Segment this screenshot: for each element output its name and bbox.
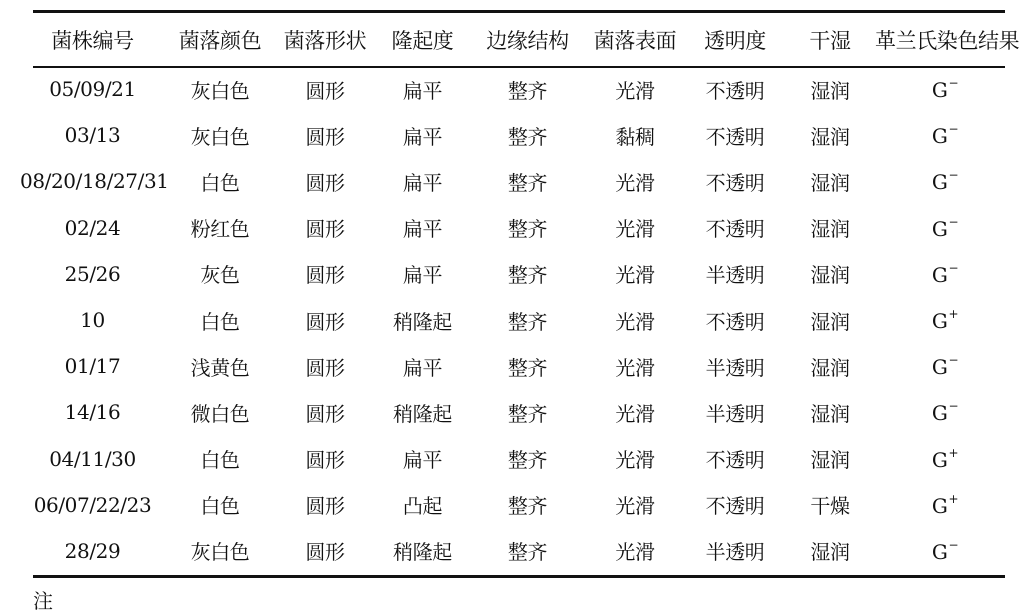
moisture-cell: 湿润: [810, 78, 850, 103]
gram-letter: G: [931, 262, 948, 287]
table-footnote: 注: [33, 589, 53, 613]
edge-structure-cell: 整齐: [507, 263, 548, 288]
colony-color-cell: 白色: [200, 448, 240, 473]
gram-sign: −: [948, 260, 959, 275]
gram-sign: +: [948, 445, 959, 460]
gram-stain-cell: [875, 389, 1015, 435]
gram-letter: G: [931, 124, 948, 149]
colony-shape-cell: 圆形: [305, 540, 345, 565]
header-colony-surface: 菌落表面: [593, 28, 677, 53]
colony-shape-cell: 圆形: [305, 448, 345, 473]
gram-sign: −: [948, 399, 959, 414]
elevation-cell: 扁平: [402, 124, 443, 149]
colony-surface-cell: 光滑: [615, 540, 655, 565]
gram-stain-cell: [875, 436, 1015, 482]
transparency-cell: 不透明: [705, 217, 765, 242]
edge-structure-cell: 整齐: [507, 78, 548, 103]
elevation-cell: 稍隆起: [393, 540, 452, 565]
elevation-cell: 扁平: [402, 217, 443, 242]
table-header-row: [20, 13, 1015, 66]
colony-color-cell: 灰白色: [190, 124, 250, 149]
elevation-cell: 扁平: [402, 263, 443, 288]
gram-letter: G: [931, 447, 948, 472]
transparency-cell: 不透明: [705, 124, 765, 149]
moisture-cell: 湿润: [810, 355, 850, 380]
table-row: [20, 297, 1015, 343]
strain-id-cell: 05/09/21: [49, 77, 136, 102]
edge-structure-cell: 整齐: [507, 170, 548, 195]
transparency-cell: 半透明: [705, 401, 765, 426]
strain-id-cell: 28/29: [64, 538, 121, 563]
table-row: [20, 343, 1015, 389]
gram-sign: −: [948, 76, 959, 91]
edge-structure-cell: 整齐: [507, 217, 548, 242]
elevation-cell: 凸起: [402, 494, 443, 519]
transparency-cell: 半透明: [705, 263, 765, 288]
colony-shape-cell: 圆形: [305, 355, 345, 380]
colony-color-cell: 浅黄色: [190, 355, 250, 380]
gram-letter: G: [931, 355, 948, 380]
gram-stain-cell: [875, 528, 1015, 574]
colony-surface-cell: 光滑: [615, 217, 655, 242]
gram-sign: −: [948, 353, 959, 368]
colony-color-cell: 白色: [200, 170, 240, 195]
colony-color-cell: 白色: [200, 309, 240, 334]
table-row: [20, 436, 1015, 482]
colony-surface-cell: 光滑: [615, 263, 655, 288]
elevation-cell: 扁平: [402, 170, 443, 195]
moisture-cell: 湿润: [810, 217, 850, 242]
colony-shape-cell: 圆形: [305, 217, 345, 242]
colony-shape-cell: 圆形: [305, 494, 345, 519]
transparency-cell: 半透明: [705, 540, 765, 565]
gram-stain-cell: [875, 482, 1015, 528]
strain-id-cell: 10: [80, 308, 105, 333]
table-row: [20, 251, 1015, 297]
moisture-cell: 湿润: [810, 401, 850, 426]
strain-id-cell: 01/17: [64, 354, 121, 379]
edge-structure-cell: 整齐: [507, 494, 548, 519]
header-edge-structure: 边缘结构: [486, 28, 569, 53]
colony-shape-cell: 圆形: [305, 401, 345, 426]
gram-letter: G: [931, 493, 948, 518]
gram-letter: G: [931, 170, 948, 195]
gram-letter: G: [931, 216, 948, 241]
edge-structure-cell: 整齐: [507, 540, 548, 565]
gram-sign: −: [948, 537, 959, 552]
gram-sign: −: [948, 214, 959, 229]
transparency-cell: 不透明: [705, 448, 765, 473]
colony-shape-cell: 圆形: [305, 124, 345, 149]
gram-sign: −: [948, 122, 959, 137]
table-row: [20, 158, 1015, 204]
moisture-cell: 湿润: [810, 448, 850, 473]
colony-surface-cell: 光滑: [615, 401, 655, 426]
colony-color-cell: 微白色: [190, 401, 250, 426]
colony-color-cell: 灰白色: [190, 78, 250, 103]
colony-shape-cell: 圆形: [305, 263, 345, 288]
elevation-cell: 扁平: [402, 78, 443, 103]
gram-stain-cell: [875, 66, 1015, 112]
colony-color-cell: 灰白色: [190, 540, 250, 565]
strain-id-cell: 03/13: [64, 123, 121, 148]
elevation-cell: 扁平: [402, 355, 443, 380]
colony-surface-cell: 光滑: [615, 309, 655, 334]
moisture-cell: 湿润: [810, 124, 850, 149]
table-body: [20, 66, 1015, 574]
header-strain-id: 菌株编号: [51, 28, 134, 53]
transparency-cell: 不透明: [705, 494, 765, 519]
transparency-cell: 半透明: [705, 355, 765, 380]
colony-shape-cell: 圆形: [305, 170, 345, 195]
colony-surface-cell: 光滑: [615, 448, 655, 473]
strain-id-cell: 14/16: [64, 400, 121, 425]
gram-stain-cell: [875, 297, 1015, 343]
elevation-cell: 扁平: [402, 448, 443, 473]
colony-surface-cell: 光滑: [615, 355, 655, 380]
gram-letter: G: [931, 401, 948, 426]
edge-structure-cell: 整齐: [507, 355, 548, 380]
gram-stain-cell: [875, 343, 1015, 389]
colony-shape-cell: 圆形: [305, 78, 345, 103]
edge-structure-cell: 整齐: [507, 309, 548, 334]
table-row: [20, 528, 1015, 574]
colony-surface-cell: 光滑: [615, 494, 655, 519]
transparency-cell: 不透明: [705, 170, 765, 195]
strain-id-cell: 06/07/22/23: [33, 492, 152, 517]
colony-shape-cell: 圆形: [305, 309, 345, 334]
gram-stain-cell: [875, 251, 1015, 297]
colony-color-cell: 白色: [200, 494, 240, 519]
header-colony-shape: 菌落形状: [283, 28, 367, 53]
gram-stain-cell: [875, 205, 1015, 251]
table-bottom-rule: [33, 575, 1005, 578]
elevation-cell: 稍隆起: [393, 309, 452, 334]
gram-sign: +: [948, 491, 959, 506]
gram-letter: G: [931, 539, 948, 564]
colony-surface-cell: 光滑: [615, 170, 655, 195]
moisture-cell: 湿润: [810, 263, 850, 288]
edge-structure-cell: 整齐: [507, 401, 548, 426]
header-elevation: 隆起度: [391, 28, 454, 53]
edge-structure-cell: 整齐: [507, 124, 548, 149]
gram-stain-cell: [875, 158, 1015, 204]
header-transparency: 透明度: [704, 28, 766, 53]
elevation-cell: 稍隆起: [393, 401, 452, 426]
colony-surface-cell: 光滑: [615, 78, 655, 103]
table-row: [20, 482, 1015, 528]
table-row: [20, 66, 1015, 112]
transparency-cell: 不透明: [705, 78, 765, 103]
edge-structure-cell: 整齐: [507, 448, 548, 473]
strain-id-cell: 08/20/18/27/31: [20, 169, 169, 194]
strain-id-cell: 04/11/30: [49, 446, 136, 471]
gram-stain-cell: [875, 112, 1015, 158]
gram-sign: −: [948, 168, 959, 183]
moisture-cell: 干燥: [810, 494, 850, 519]
colony-surface-cell: 黏稠: [615, 124, 655, 149]
colony-color-cell: 粉红色: [190, 217, 250, 242]
strain-id-cell: 25/26: [64, 261, 121, 286]
header-colony-color: 菌落颜色: [178, 28, 262, 53]
header-moisture: 干湿: [809, 28, 851, 53]
moisture-cell: 湿润: [810, 540, 850, 565]
transparency-cell: 不透明: [705, 309, 765, 334]
gram-sign: +: [948, 307, 959, 322]
table-row: [20, 112, 1015, 158]
colony-characteristics-table: [20, 13, 1020, 574]
moisture-cell: 湿润: [810, 309, 850, 334]
gram-letter: G: [931, 309, 948, 334]
table-row: [20, 205, 1015, 251]
moisture-cell: 湿润: [810, 170, 850, 195]
colony-color-cell: 灰色: [200, 263, 240, 288]
strain-id-cell: 02/24: [64, 215, 121, 240]
header-gram-stain: 革兰氏染色结果: [875, 28, 1020, 53]
gram-letter: G: [931, 78, 948, 103]
table-row: [20, 389, 1015, 435]
